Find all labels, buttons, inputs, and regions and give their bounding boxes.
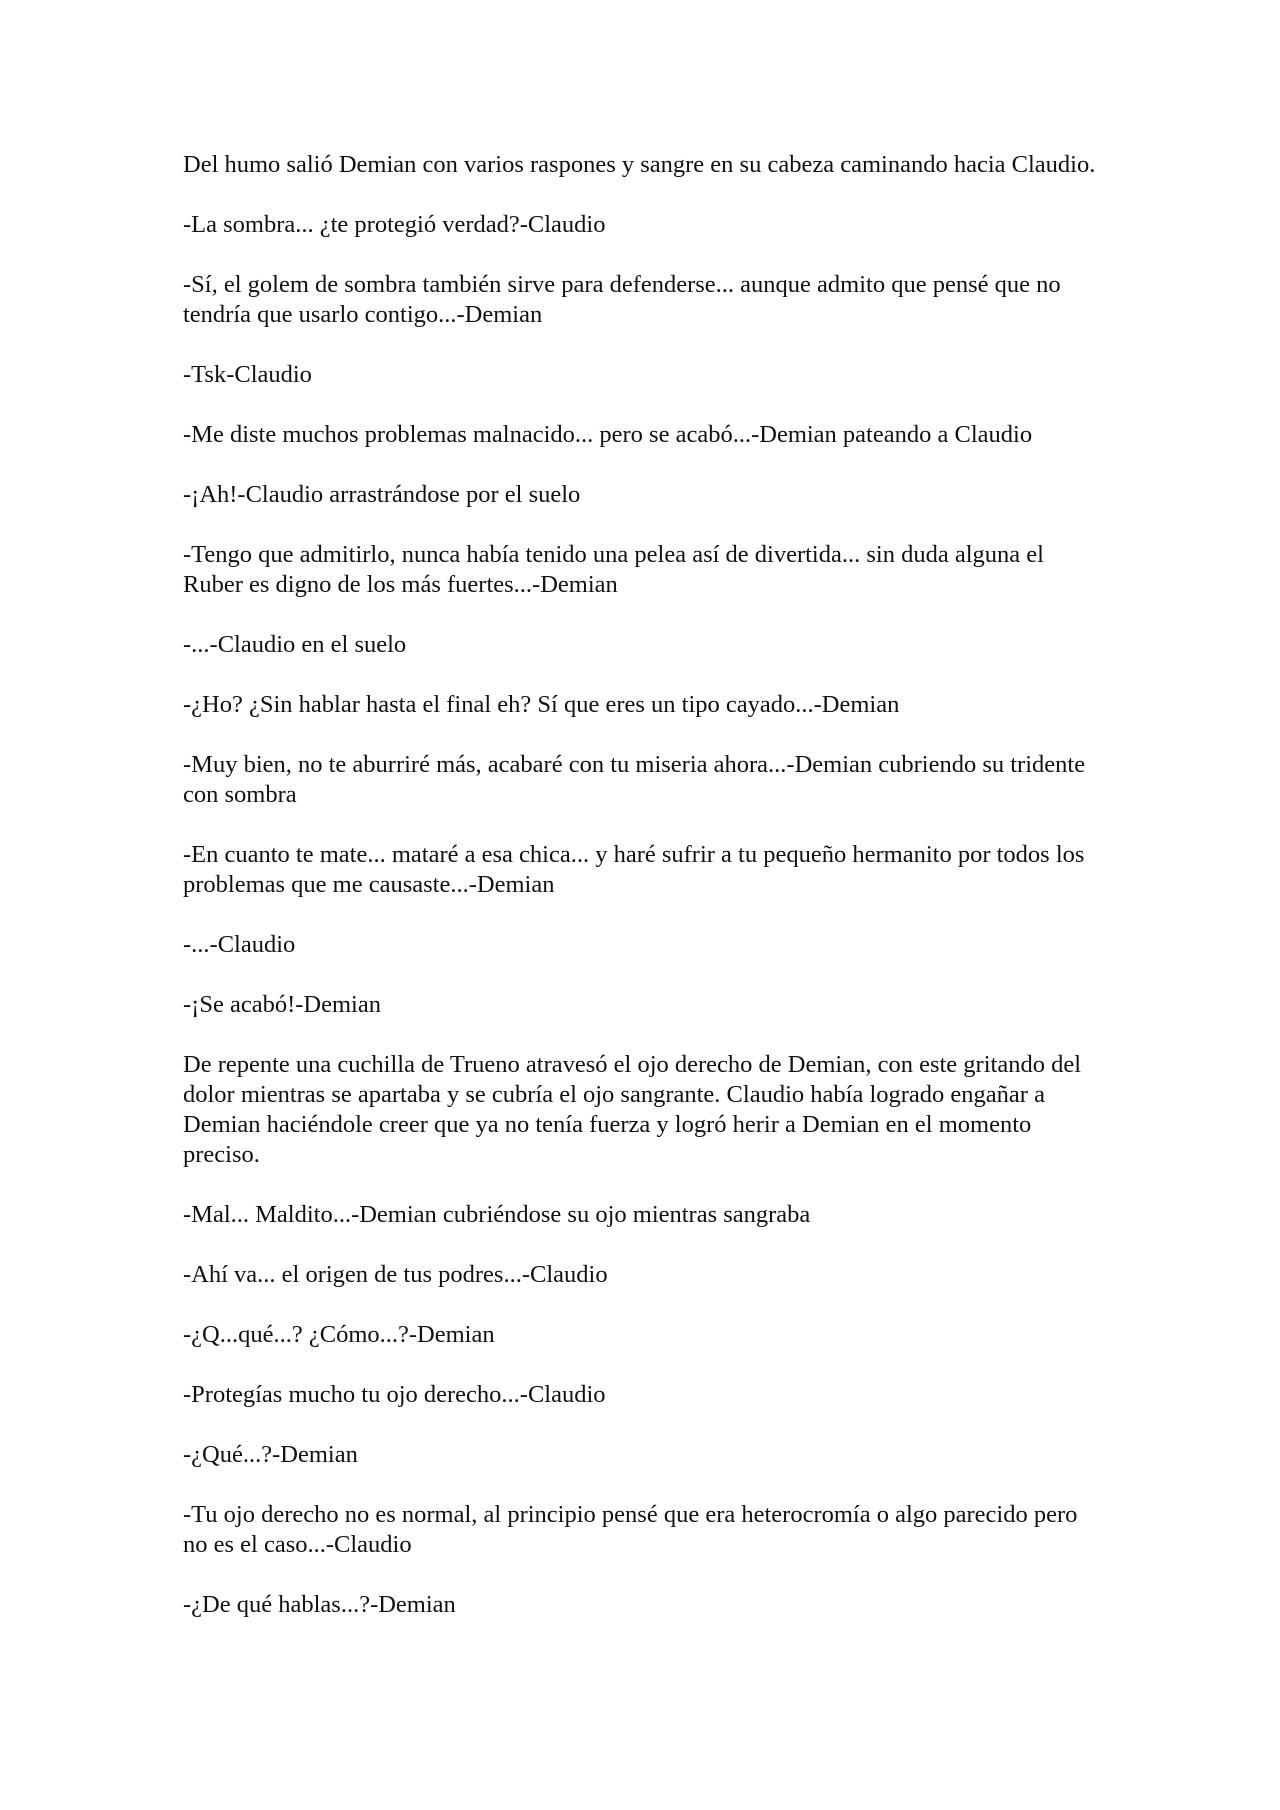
paragraph-dialogue: -¿De qué hablas...?-Demian [183,1591,456,1618]
paragraph-dialogue: -Muy bien, no te aburriré más, acabaré con tu miseria ahora...-Demian cubriendo su tridente con sombra [183,751,1086,808]
paragraph-dialogue: -¡Ah!-Claudio arrastrándose por el suelo [183,481,581,508]
paragraph-dialogue: -¿Qué...?-Demian [183,1441,358,1468]
paragraph-dialogue: -Sí, el golem de sombra también sirve para defenderse... aunque admito que pensé que no tendría que usarlo contigo...-Demian [183,271,1061,328]
paragraph-dialogue: -La sombra... ¿te protegió verdad?-Claudio [183,211,606,238]
paragraph-dialogue: -Me diste muchos problemas malnacido... pero se acabó...-Demian pateando a Claudio [183,421,1033,448]
paragraph-narration-demian-emerges: Del humo salió Demian con varios raspones y sangre en su cabeza caminando hacia Claudio. [183,151,1096,178]
paragraph-narration-thunder-blade: De repente una cuchilla de Trueno atravesó el ojo derecho de Demian, con este gritando del dolor mientras se apartaba y se cubría el ojo sangrante. Claudio había logrado engañar a Demian haciéndole creer que ya no tenía fuerza y logró herir a Demian en el momento preciso. [183,1051,1082,1168]
paragraph-dialogue: -¿Ho? ¿Sin hablar hasta el final eh? Sí que eres un tipo cayado...-Demian [183,691,900,718]
paragraph-dialogue: -Protegías mucho tu ojo derecho...-Claudio [183,1381,606,1408]
paragraph-dialogue: -¿Q...qué...? ¿Cómo...?-Demian [183,1321,495,1348]
paragraph-dialogue: -Tengo que admitirlo, nunca había tenido una pelea así de divertida... sin duda alguna el Ruber es digno de los más fuertes...-Demian [183,541,1044,598]
paragraph-dialogue: -Tu ojo derecho no es normal, al principio pensé que era heterocromía o algo parecido pero no es el caso...-Claudio [183,1501,1078,1558]
document-body [183,150,1103,1650]
paragraph-dialogue: -Ahí va... el origen de tus podres...-Claudio [183,1261,608,1288]
paragraph-dialogue: -Tsk-Claudio [183,361,312,388]
paragraph-dialogue: -...-Claudio en el suelo [183,631,407,658]
paragraph-dialogue: -Mal... Maldito...-Demian cubriéndose su ojo mientras sangraba [183,1201,811,1228]
paragraph-dialogue: -¡Se acabó!-Demian [183,991,381,1018]
paragraph-dialogue: -...-Claudio [183,931,296,958]
paragraph-dialogue: -En cuanto te mate... mataré a esa chica... y haré sufrir a tu pequeño hermanito por todos los problemas que me causaste...-Demian [183,841,1085,898]
